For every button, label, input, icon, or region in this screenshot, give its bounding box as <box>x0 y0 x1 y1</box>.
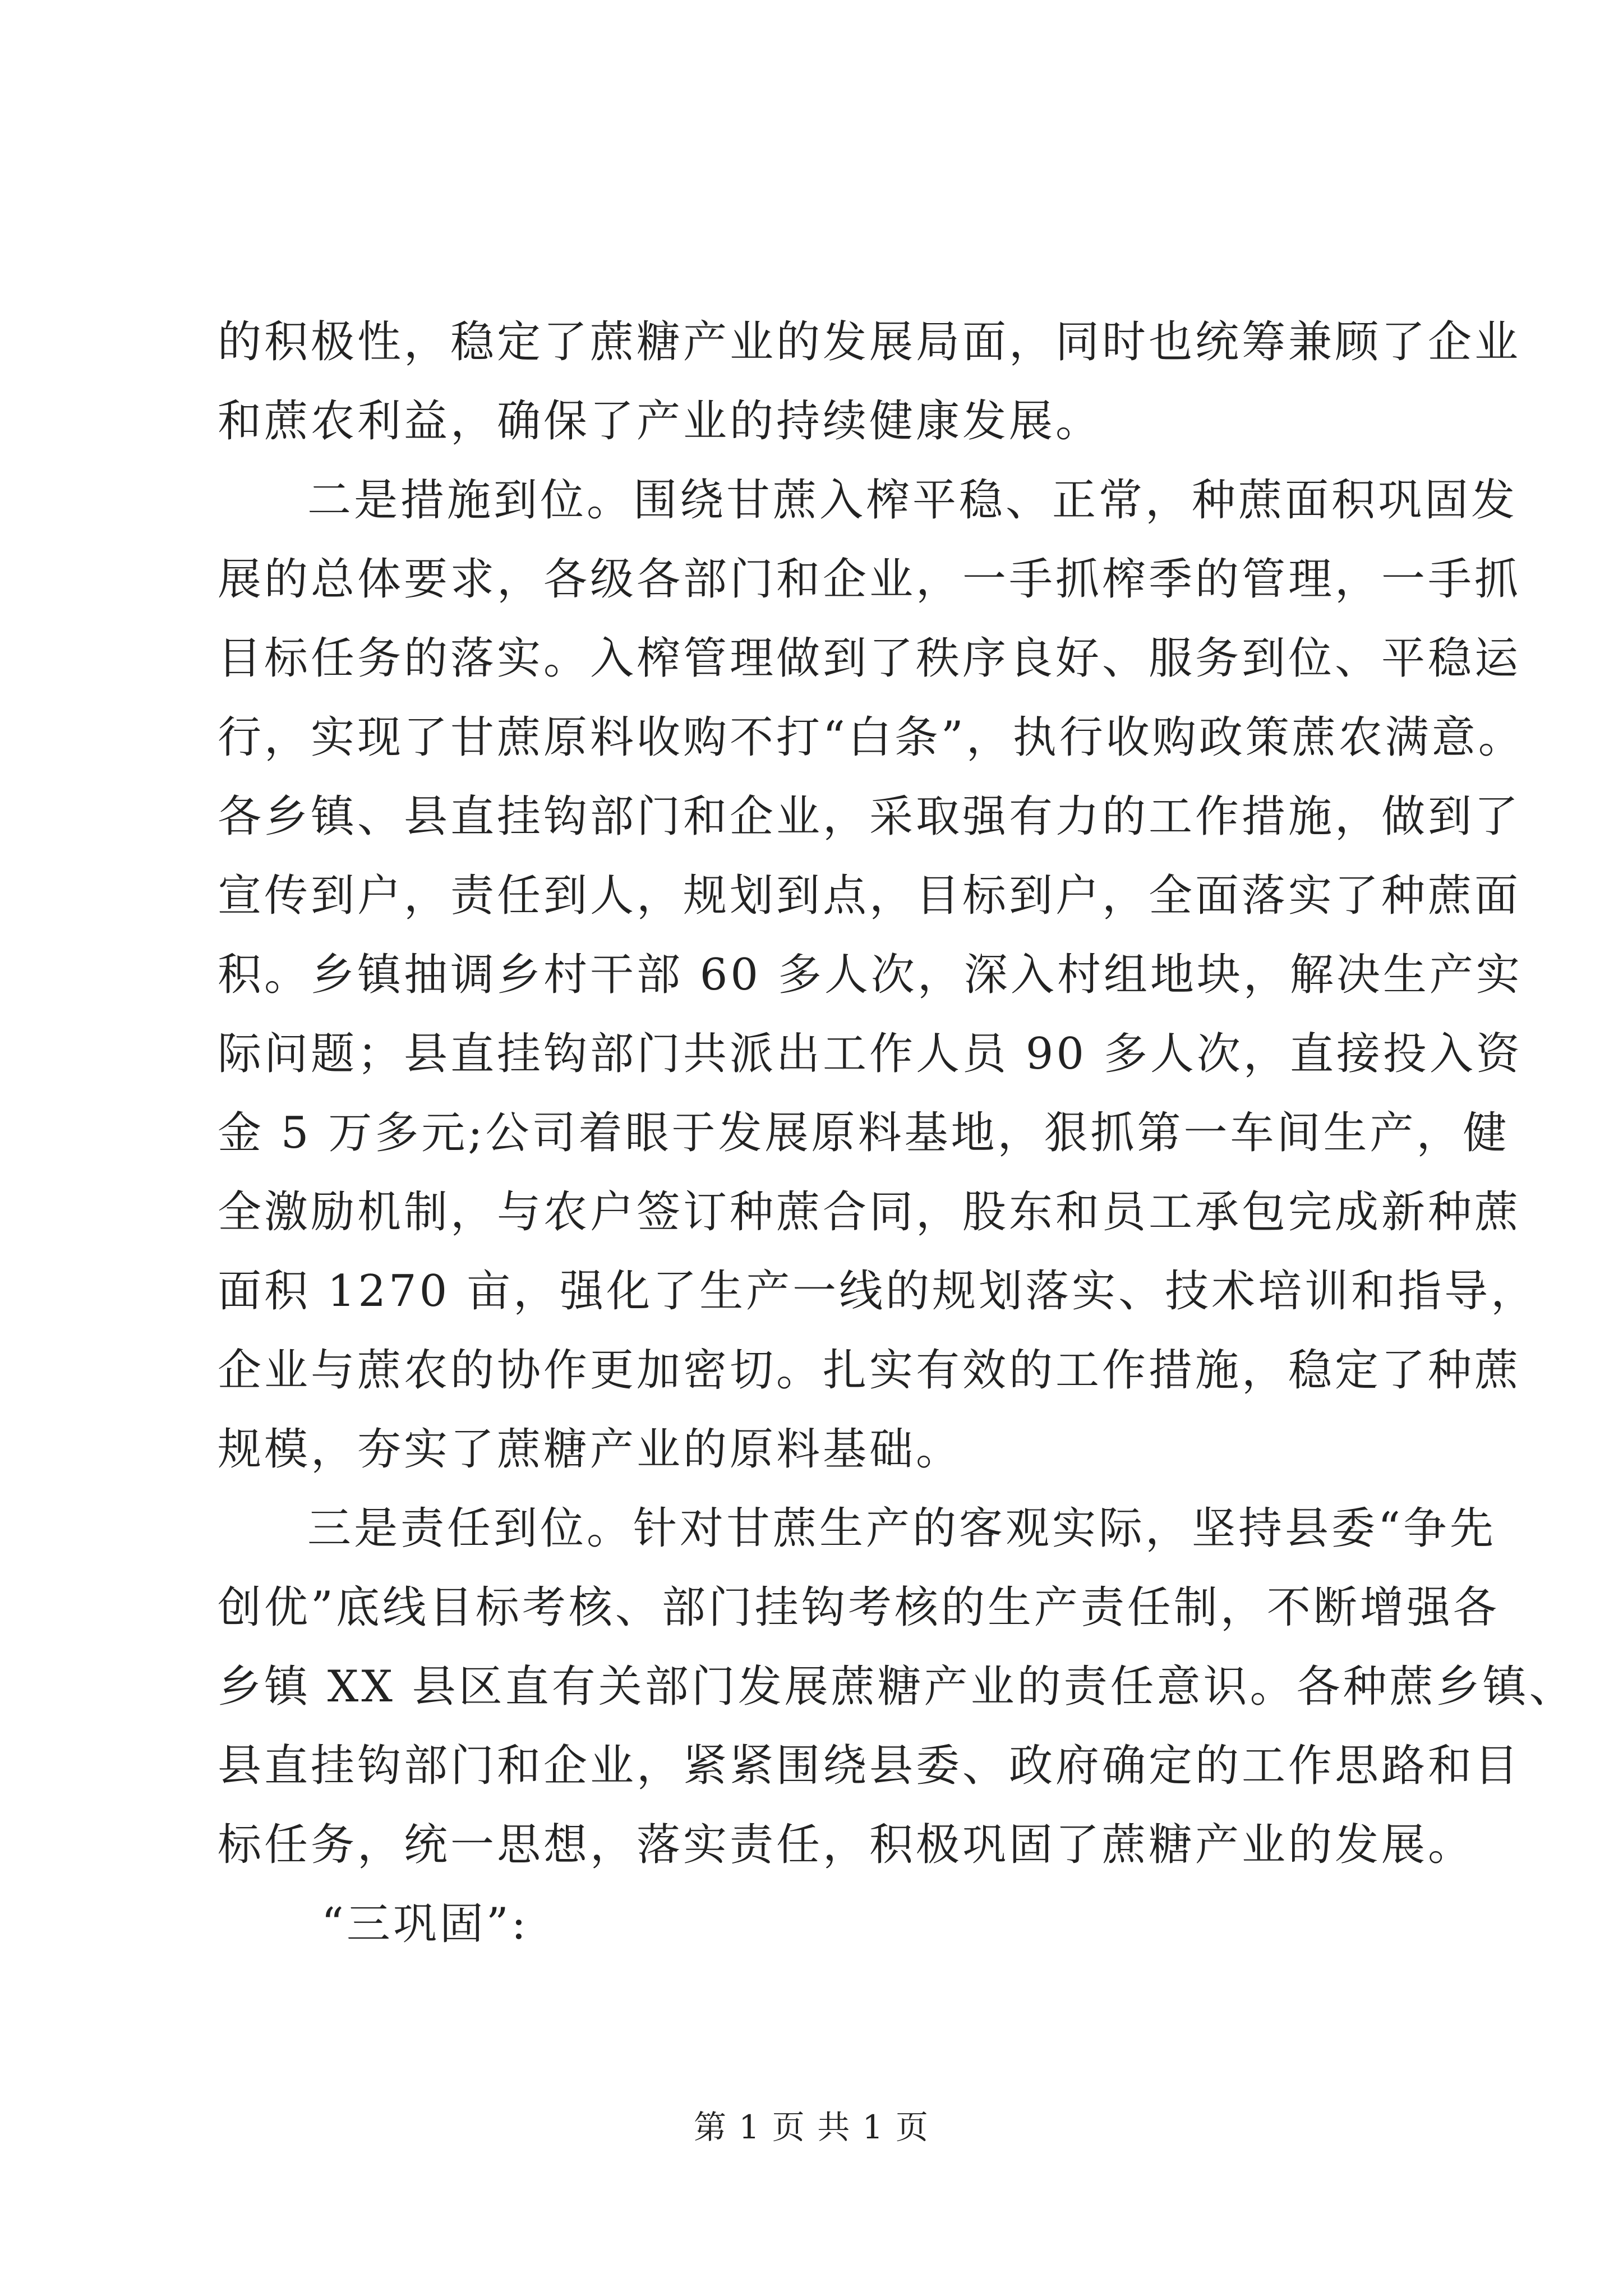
text-line: 际问题；县直挂钩部门共派出工作人员 90 多人次，直接投入资 <box>218 1029 1523 1079</box>
text-line: 乡镇 XX 县区直有关部门发展蔗糖产业的责任意识。各种蔗乡镇、 <box>218 1662 1576 1712</box>
text-line: 标任务，统一思想，落实责任，积极巩固了蔗糖产业的发展。 <box>218 1820 1475 1870</box>
text-line: 全激励机制，与农户签订种蔗合同，股东和员工承包完成新种蔗 <box>218 1187 1521 1237</box>
paragraph-start-line: 二是措施到位。围绕甘蔗入榨平稳、正常，种蔗面积巩固发 <box>307 475 1518 526</box>
text-line: 的积极性，稳定了蔗糖产业的发展局面，同时也统筹兼顾了企业 <box>218 317 1521 367</box>
paragraph-start-line: 三是责任到位。针对甘蔗生产的客观实际，坚持县委“争先 <box>307 1503 1496 1554</box>
text-line: 规模，夯实了蔗糖产业的原料基础。 <box>218 1424 963 1475</box>
text-line: 行，实现了甘蔗原料收购不打“白条”，执行收购政策蔗农满意。 <box>218 712 1525 763</box>
text-line: 宣传到户，责任到人，规划到点，目标到户，全面落实了种蔗面 <box>218 871 1521 921</box>
text-line: 企业与蔗农的协作更加密切。扎实有效的工作措施，稳定了种蔗 <box>218 1345 1521 1396</box>
text-line: 各乡镇、县直挂钩部门和企业，采取强有力的工作措施，做到了 <box>218 792 1521 842</box>
section-heading: “三巩固”: <box>321 1899 529 1949</box>
text-line: 金 5 万多元;公司着眼于发展原料基地，狠抓第一车间生产，健 <box>218 1108 1510 1158</box>
text-line: 和蔗农利益，确保了产业的持续健康发展。 <box>218 396 1103 447</box>
text-line: 积。乡镇抽调乡村干部 60 多人次，深入村组地块，解决生产实 <box>218 950 1523 1000</box>
document-body <box>218 303 1576 1964</box>
text-line: 面积 1270 亩，强化了生产一线的规划落实、技术培训和指导， <box>218 1266 1538 1317</box>
text-line: 展的总体要求，各级各部门和企业，一手抓榨季的管理，一手抓 <box>218 554 1521 605</box>
text-line: 县直挂钩部门和企业，紧紧围绕县委、政府确定的工作思路和目 <box>218 1741 1521 1791</box>
text-line: 目标任务的落实。入榨管理做到了秩序良好、服务到位、平稳运 <box>218 633 1521 684</box>
text-line: 创优”底线目标考核、部门挂钩考核的生产责任制，不断增强各 <box>218 1582 1500 1633</box>
page-footer: 第 1 页 共 1 页 <box>694 2108 929 2146</box>
